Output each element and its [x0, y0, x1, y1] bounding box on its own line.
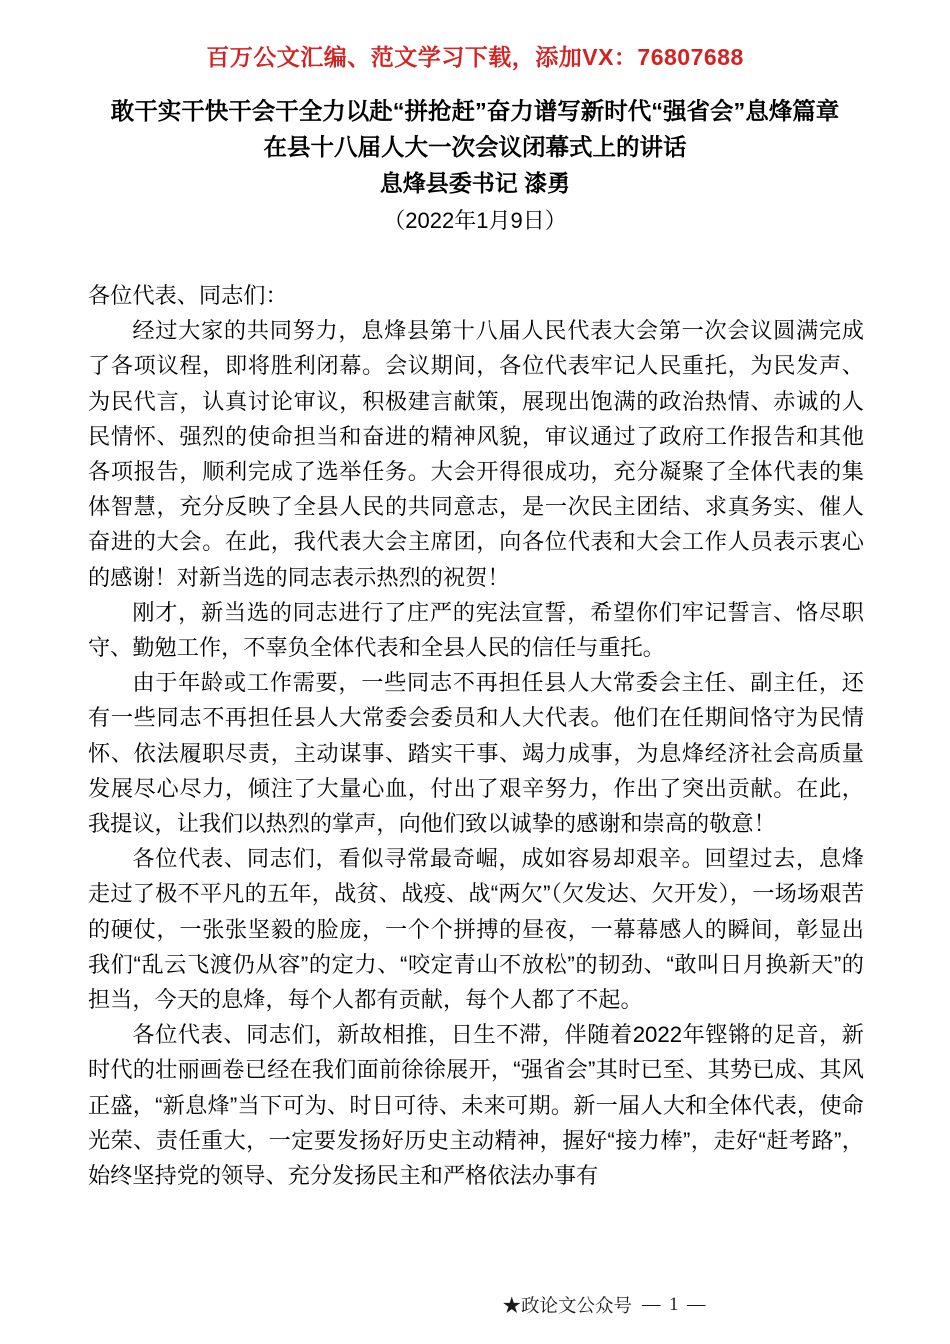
watermark-banner: 百万公文汇编、范文学习下载，添加VX：76807688: [206, 44, 744, 70]
page-footer: [0, 1292, 950, 1318]
footer-inner: [242, 1292, 707, 1318]
author-byline: 息烽县委书记 漆勇: [379, 170, 571, 196]
publisher-mark: ★政论文公众号: [502, 1297, 632, 1317]
body-paragraph-5: 各位代表、同志们，新故相推，日生不滞，伴随着2022年铿锵的足音，新时代的壮丽画卷已经在我们面前徐徐展开，“强省会”其时已至、其势已成、其风正盛，“新息烽”当下可为、时日可待、未来可期。新一届人大和全体代表，使命光荣、责任重大，一定要发扬好历史主动精神，握好“接力棒”，走好“赶考路”，始终坚持党的领导、充分发扬民主和严格依法办事有: [88, 1022, 864, 1189]
page-number: — 1 —: [642, 1294, 708, 1315]
title-line-1: 敢干实干快干会干全力以赴“拼抢赶”奋力谱写新时代“强省会”息烽篇章: [110, 98, 840, 124]
body-paragraph-2: 刚才，新当选的同志进行了庄严的宪法宣誓，希望你们牢记誓言、恪尽职守、勤勉工作，不辜负全体代表和全县人民的信任与重托。: [88, 599, 864, 661]
document-title-block: [88, 96, 862, 236]
date-line: （2022年1月9日）: [383, 208, 567, 233]
document-body: [88, 278, 864, 1193]
body-paragraph-4: 各位代表、同志们，看似寻常最奇崛，成如容易却艰辛。回望过去，息烽走过了极不平凡的五年，战贫、战疫、战“两欠”（欠发达、欠开发），一场场艰苦的硬仗，一张张坚毅的脸庞，一个个拼搏的昼夜，一幕幕感人的瞬间，彰显出我们“乱云飞渡仍从容”的定力、“咬定青山不放松”的韧劲、“敢叫日月换新天”的担当，今天的息烽，每个人都有贡献，每个人都了不起。: [88, 846, 864, 1013]
salutation: 各位代表、同志们：: [88, 283, 288, 308]
body-paragraph-1: 经过大家的共同努力，息烽县第十八届人民代表大会第一次会议圆满完成了各项议程，即将胜利闭幕。会议期间，各位代表牢记人民重托，为民发声、为民代言，认真讨论审议，积极建言献策，展现出饱满的政治热情、赤诚的人民情怀、强烈的使命担当和奋进的精神风貌，审议通过了政府工作报告和其他各项报告，顺利完成了选举任务。大会开得很成功，充分凝聚了全体代表的集体智慧，充分反映了全县人民的共同意志，是一次民主团结、求真务实、催人奋进的大会。在此，我代表大会主席团，向各位代表和大会工作人员表示衷心的感谢！对新当选的同志表示热烈的祝贺！: [88, 318, 864, 590]
title-line-2: 在县十八届人大一次会议闭幕式上的讲话: [263, 134, 687, 160]
body-paragraph-3: 由于年龄或工作需要，一些同志不再担任县人大常委会主任、副主任，还有一些同志不再担任县人大常委会委员和人大代表。他们在任期间恪守为民情怀、依法履职尽责，主动谋事、踏实干事、竭力成事，为息烽经济社会高质量发展尽心尽力，倾注了大量心血，付出了艰辛努力，作出了突出贡献。在此，我提议，让我们以热烈的掌声，向他们致以诚挚的感谢和崇高的敬意！: [88, 670, 864, 837]
